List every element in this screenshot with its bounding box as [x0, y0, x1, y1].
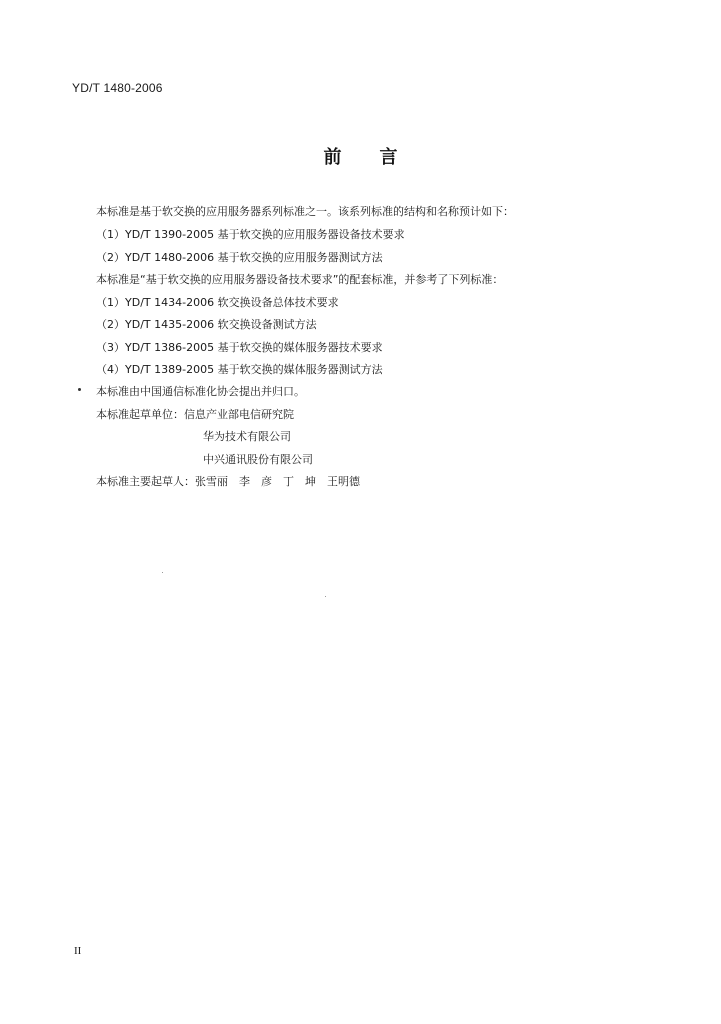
paragraph-proposer: 本标准由中国通信标准化协会提出并归口。: [96, 385, 305, 398]
paragraph-reference-intro: 本标准是“基于软交换的应用服务器设备技术要求”的配套标准，并参考了下列标准：: [96, 273, 504, 286]
list-item-reference-2: （2）YD/T 1435-2006 软交换设备测试方法: [96, 318, 317, 331]
paragraph-drafting-units: 本标准起草单位：信息产业部电信研究院: [96, 408, 294, 421]
list-item-reference-4: （4）YD/T 1389-2005 基于软交换的媒体服务器测试方法: [96, 363, 383, 376]
scan-speck: [162, 572, 163, 573]
scan-speck: [325, 596, 326, 597]
scan-artifact-dot: [78, 388, 81, 391]
drafting-unit-2: 华为技术有限公司: [203, 430, 291, 443]
paragraph-drafters: 本标准主要起草人：张雪丽 李 彦 丁 坤 王明德: [96, 475, 360, 488]
list-item-series-2: （2）YD/T 1480-2006 基于软交换的应用服务器测试方法: [96, 251, 383, 264]
list-item-reference-3: （3）YD/T 1386-2005 基于软交换的媒体服务器技术要求: [96, 341, 383, 354]
list-item-series-1: （1）YD/T 1390-2005 基于软交换的应用服务器设备技术要求: [96, 228, 405, 241]
paragraph-series-intro: 本标准是基于软交换的应用服务器系列标准之一。该系列标准的结构和名称预计如下：: [96, 205, 514, 218]
list-item-reference-1: （1）YD/T 1434-2006 软交换设备总体技术要求: [96, 296, 339, 309]
drafting-unit-3: 中兴通讯股份有限公司: [203, 453, 313, 466]
section-title-foreword: 前言: [323, 147, 436, 168]
document-code-header: YD/T 1480-2006: [72, 81, 163, 95]
page-number: II: [74, 945, 82, 957]
